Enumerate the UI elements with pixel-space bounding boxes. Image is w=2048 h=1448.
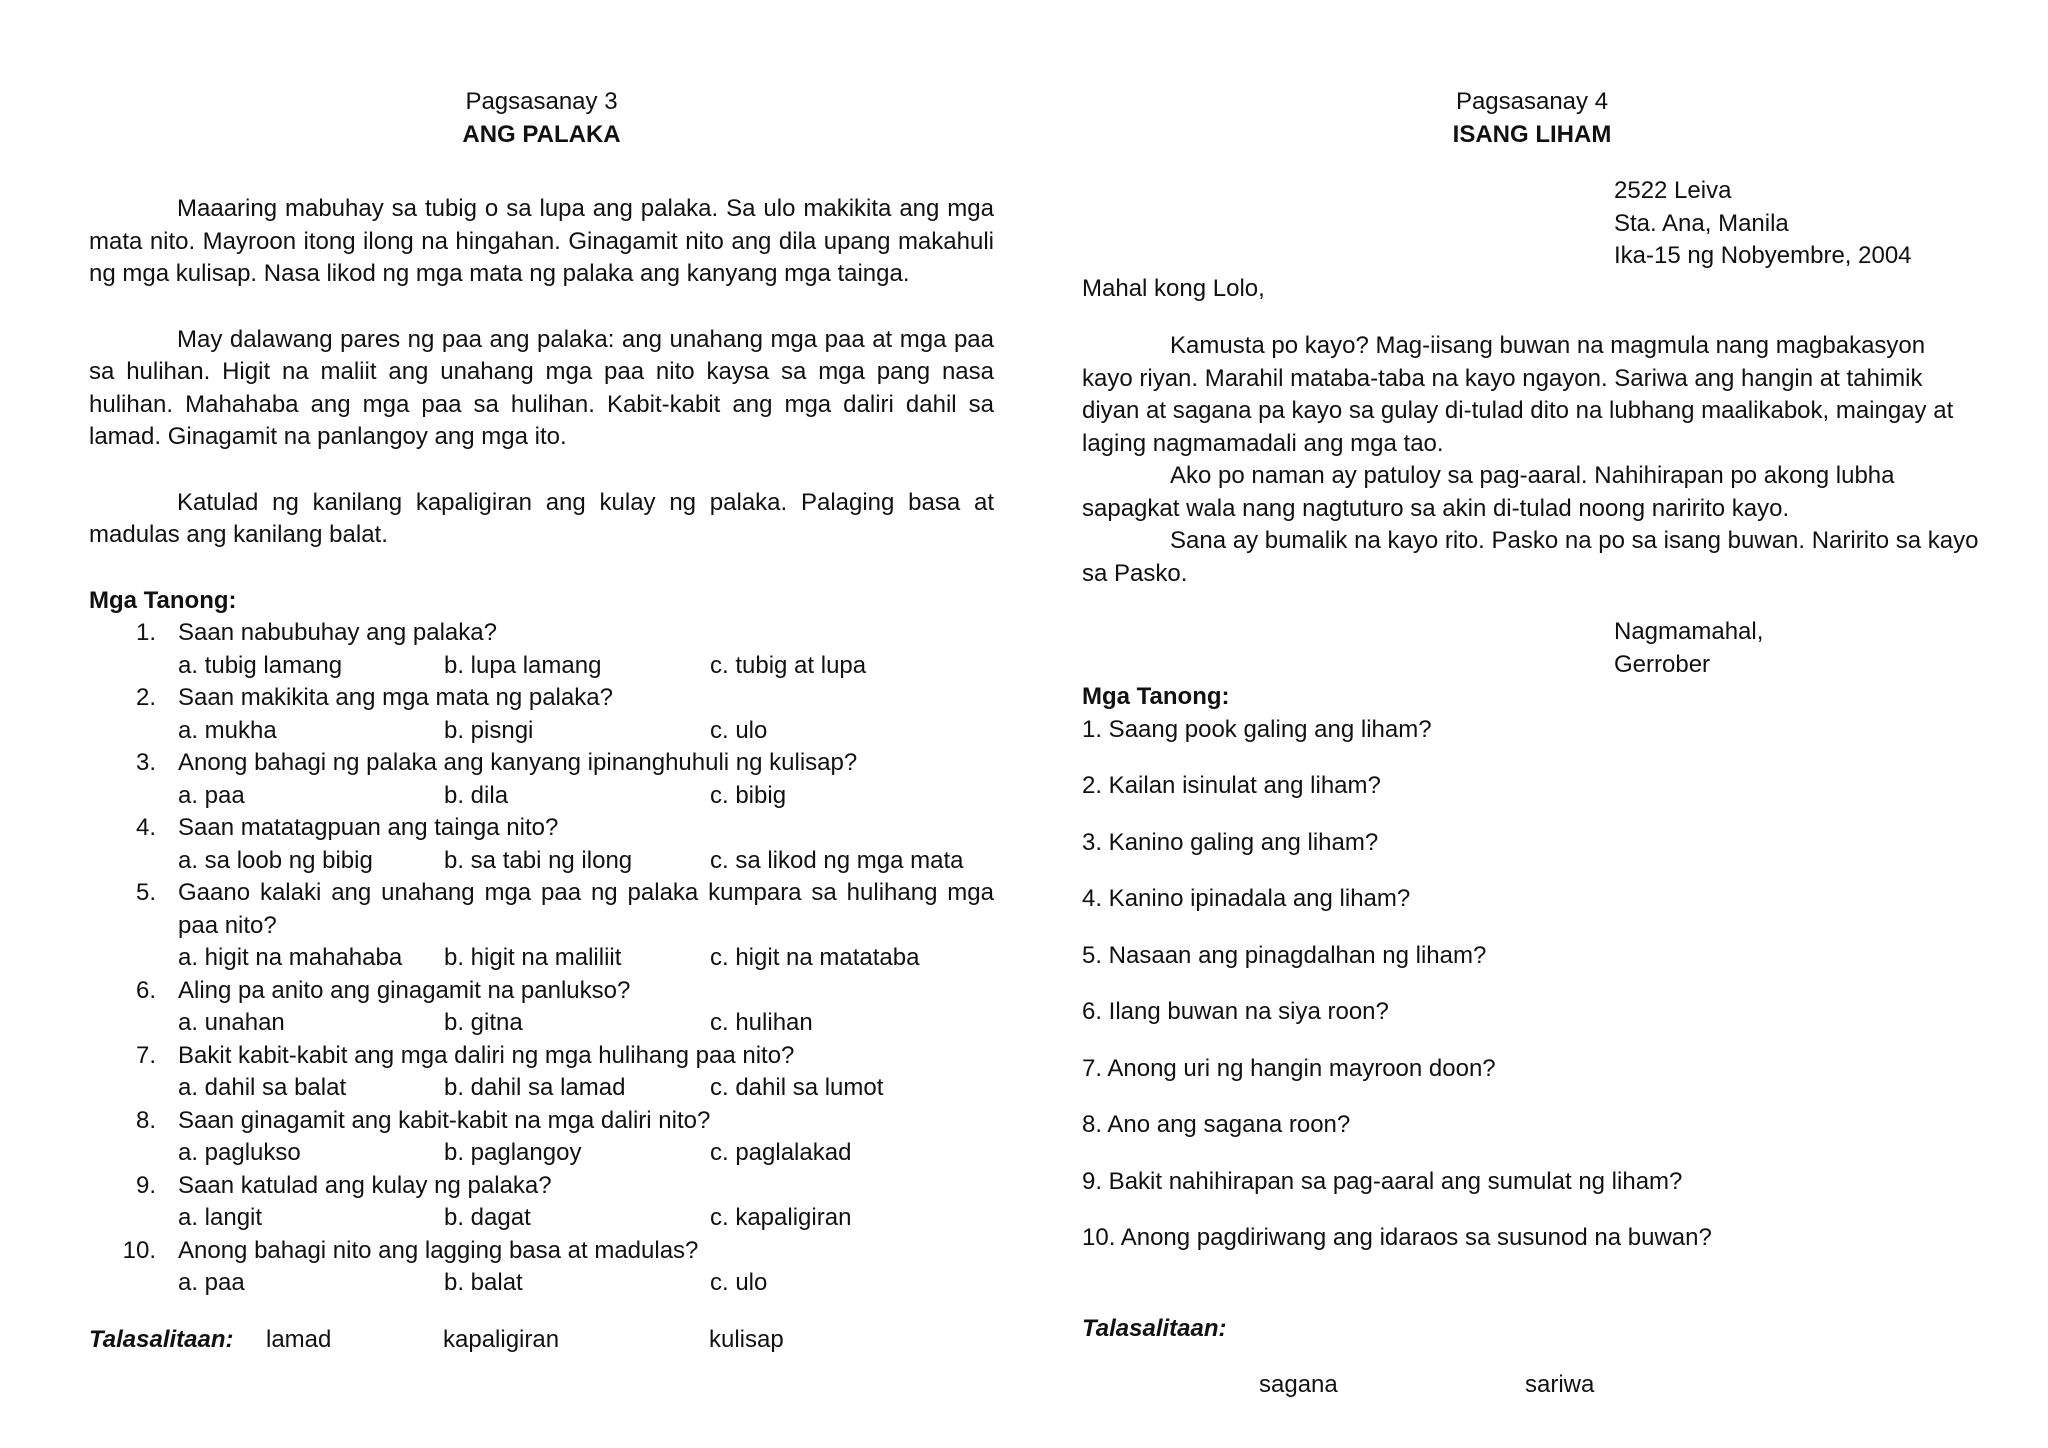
exercise-4-column bbox=[1082, 86, 1982, 1402]
option-b: b. sa tabi ng ilong bbox=[444, 846, 633, 874]
exercise-number: Pagsasanay 4 bbox=[1455, 88, 1609, 115]
option-b: b. gitna bbox=[444, 1009, 523, 1036]
question-item bbox=[89, 1170, 994, 1235]
option-b: b. balat bbox=[444, 1269, 523, 1296]
option-c: c. tubig at lupa bbox=[710, 651, 867, 679]
question-item: 7. Anong uri ng hangin mayroon doon? bbox=[1082, 1054, 1496, 1082]
answer-options bbox=[178, 845, 994, 878]
question-item: 8. Ano ang sagana roon? bbox=[1082, 1111, 1351, 1138]
answer-options bbox=[178, 1072, 994, 1105]
story-title: ANG PALAKA bbox=[462, 120, 621, 148]
address-line: 2522 Leiva bbox=[1614, 177, 1732, 204]
option-a: a. paglukso bbox=[178, 1139, 301, 1166]
questions-heading: Mga Tanong: bbox=[1082, 683, 1230, 710]
option-b: b. paglangoy bbox=[444, 1139, 582, 1166]
question-item bbox=[89, 1105, 994, 1170]
vocabulary-label: Talasalitaan: bbox=[1082, 1314, 1227, 1342]
questions-heading: Mga Tanong: bbox=[89, 586, 237, 614]
answer-options bbox=[178, 1007, 994, 1040]
paragraph-2: May dalawang pares ng paa ang palaka: ang unahang mga paa at mga paa sa hulihan. Higit na maliit ang unahang mga paa nito kaysa sa mga pang nasa hulihan. Mahahaba ang mga paa sa hulihan. Kabit-kabit ang mga daliri dahil sa lamad. Ginagamit na panlangoy ang mga ito. bbox=[89, 325, 994, 450]
question-item: 4. Kanino ipinadala ang liham? bbox=[1082, 885, 1411, 912]
paragraph-1: Maaaring mabuhay sa tubig o sa lupa ang palaka. Sa ulo makikita ang mga mata nito. Mayroon itong ilong na hingahan. Ginagamit nito ang dila upang makahuli ng mga kulisap. Nasa likod ng mga mata ng palaka ang kanyang mga tainga. bbox=[89, 195, 994, 287]
questions-list bbox=[1082, 714, 1982, 1255]
question-item: 2. Kailan isinulat ang liham? bbox=[1082, 772, 1381, 799]
questions-list bbox=[89, 617, 994, 1300]
answer-options bbox=[178, 715, 994, 748]
question-item bbox=[89, 877, 994, 975]
option-c: c. kapaligiran bbox=[710, 1204, 852, 1231]
closing-phrase: Nagmamahal, bbox=[1614, 618, 1764, 645]
question-text: Saan ginagamit ang kabit-kabit na mga daliri nito? bbox=[178, 1106, 711, 1134]
answer-options bbox=[178, 1137, 994, 1170]
option-c: c. hulihan bbox=[710, 1009, 813, 1036]
salutation: Mahal kong Lolo, bbox=[1082, 274, 1265, 302]
option-c: c. ulo bbox=[710, 716, 768, 744]
option-c: c. bibig bbox=[710, 781, 787, 809]
option-b: b. dahil sa lamad bbox=[444, 1074, 626, 1101]
question-text: Saan katulad ang kulay ng palaka? bbox=[178, 1171, 552, 1199]
vocabulary-row bbox=[1082, 1369, 1982, 1402]
question-text: Aling pa anito ang ginagamit na panlukso? bbox=[178, 976, 631, 1004]
question-item: 3. Kanino galing ang liham? bbox=[1082, 828, 1379, 856]
sender-address bbox=[1614, 175, 1982, 273]
vocabulary-word: sariwa bbox=[1525, 1371, 1595, 1398]
address-line: Sta. Ana, Manila bbox=[1614, 209, 1789, 237]
signature: Gerrober bbox=[1614, 650, 1711, 678]
letter-title: ISANG LIHAM bbox=[1452, 120, 1612, 148]
question-number: 7. bbox=[135, 1041, 156, 1069]
question-number: 2. bbox=[135, 684, 156, 711]
question-number: 8. bbox=[135, 1106, 156, 1134]
question-item bbox=[89, 747, 994, 812]
question-item: 10. Anong pagdiriwang ang idaraos sa susunod na buwan? bbox=[1082, 1224, 1712, 1251]
question-item bbox=[89, 682, 994, 747]
letter-paragraph: Kamusta po kayo? Mag-iisang buwan na magmula nang magbakasyon kayo riyan. Marahil mataba-taba na kayo ngayon. Sariwa ang hangin at tahimik diyan at sagana pa kayo sa gulay di-tulad dito na lubhang maalikabok, maingay at laging nagmamadali ang mga tao. bbox=[1082, 332, 1954, 457]
question-number: 6. bbox=[135, 976, 156, 1004]
option-a: a. higit na mahahaba bbox=[178, 944, 403, 971]
option-c: c. ulo bbox=[710, 1269, 768, 1296]
letter-date: Ika-15 ng Nobyembre, 2004 bbox=[1614, 242, 1912, 269]
question-item: 6. Ilang buwan na siya roon? bbox=[1082, 998, 1389, 1025]
vocabulary-row bbox=[89, 1324, 994, 1357]
question-text: Saan matatagpuan ang tainga nito? bbox=[178, 814, 559, 841]
option-b: b. higit na maliliit bbox=[444, 944, 622, 971]
option-a: a. tubig lamang bbox=[178, 651, 343, 679]
exercise-3-column bbox=[89, 86, 994, 1356]
question-text: Bakit kabit-kabit ang mga daliri ng mga hulihang paa nito? bbox=[178, 1041, 795, 1069]
letter-closing bbox=[1614, 616, 1982, 681]
answer-options bbox=[178, 942, 994, 975]
option-b: b. dagat bbox=[444, 1204, 531, 1231]
answer-options bbox=[178, 780, 994, 813]
question-item bbox=[89, 1040, 994, 1105]
vocabulary-word: lamad bbox=[266, 1325, 332, 1353]
option-c: c. paglalakad bbox=[710, 1139, 852, 1166]
answer-options bbox=[178, 1267, 994, 1300]
option-a: a. paa bbox=[178, 781, 245, 809]
exercise-number: Pagsasanay 3 bbox=[465, 88, 618, 115]
vocabulary-word: kapaligiran bbox=[443, 1325, 560, 1353]
question-number: 10. bbox=[122, 1236, 156, 1264]
vocabulary-word: kulisap bbox=[709, 1325, 784, 1353]
letter-body bbox=[1082, 330, 1982, 590]
option-c: c. dahil sa lumot bbox=[710, 1074, 884, 1101]
option-a: a. dahil sa balat bbox=[178, 1074, 347, 1101]
letter-paragraph: Sana ay bumalik na kayo rito. Pasko na po sa isang buwan. Naririto sa kayo sa Pasko. bbox=[1082, 527, 1979, 587]
option-a: a. langit bbox=[178, 1204, 263, 1231]
question-text: Saan makikita ang mga mata ng palaka? bbox=[178, 684, 613, 711]
option-a: a. mukha bbox=[178, 716, 277, 744]
answer-options bbox=[178, 1202, 994, 1235]
question-number: 4. bbox=[135, 814, 156, 841]
question-number: 1. bbox=[135, 619, 156, 646]
question-text: Anong bahagi ng palaka ang kanyang ipinanghuhuli ng kulisap? bbox=[178, 749, 858, 776]
question-number: 3. bbox=[135, 749, 156, 776]
question-text: Anong bahagi nito ang lagging basa at madulas? bbox=[178, 1236, 699, 1264]
vocabulary-word: sagana bbox=[1259, 1371, 1338, 1398]
question-item bbox=[89, 812, 994, 877]
question-text: Saan nabubuhay ang palaka? bbox=[178, 619, 497, 646]
question-item: 9. Bakit nahihirapan sa pag-aaral ang sumulat ng liham? bbox=[1082, 1167, 1683, 1195]
question-item: 5. Nasaan ang pinagdalhan ng liham? bbox=[1082, 941, 1487, 969]
question-item bbox=[89, 1235, 994, 1300]
option-c: c. sa likod ng mga mata bbox=[710, 846, 964, 874]
option-c: c. higit na matataba bbox=[710, 944, 920, 971]
letter-paragraph: Ako po naman ay patuloy sa pag-aaral. Nahihirapan po akong lubha sapagkat wala nang nagtuturo sa akin di-tulad noong naririto kayo. bbox=[1082, 462, 1895, 522]
question-number: 5. bbox=[135, 879, 156, 906]
option-b: b. dila bbox=[444, 781, 509, 809]
vocabulary-label: Talasalitaan: bbox=[89, 1325, 234, 1353]
answer-options bbox=[178, 650, 994, 683]
question-item: 1. Saang pook galing ang liham? bbox=[1082, 715, 1432, 743]
option-b: b. pisngi bbox=[444, 716, 534, 744]
option-a: a. sa loob ng bibig bbox=[178, 846, 373, 874]
question-item bbox=[89, 975, 994, 1040]
question-number: 9. bbox=[135, 1171, 156, 1199]
question-text: Gaano kalaki ang unahang mga paa ng palaka kumpara sa hulihang mga paa nito? bbox=[178, 879, 994, 939]
option-b: b. lupa lamang bbox=[444, 651, 602, 679]
option-a: a. paa bbox=[178, 1269, 245, 1296]
paragraph-3: Katulad ng kanilang kapaligiran ang kulay ng palaka. Palaging basa at madulas ang kanilang balat. bbox=[89, 488, 994, 548]
option-a: a. unahan bbox=[178, 1009, 285, 1036]
question-item bbox=[89, 617, 994, 682]
